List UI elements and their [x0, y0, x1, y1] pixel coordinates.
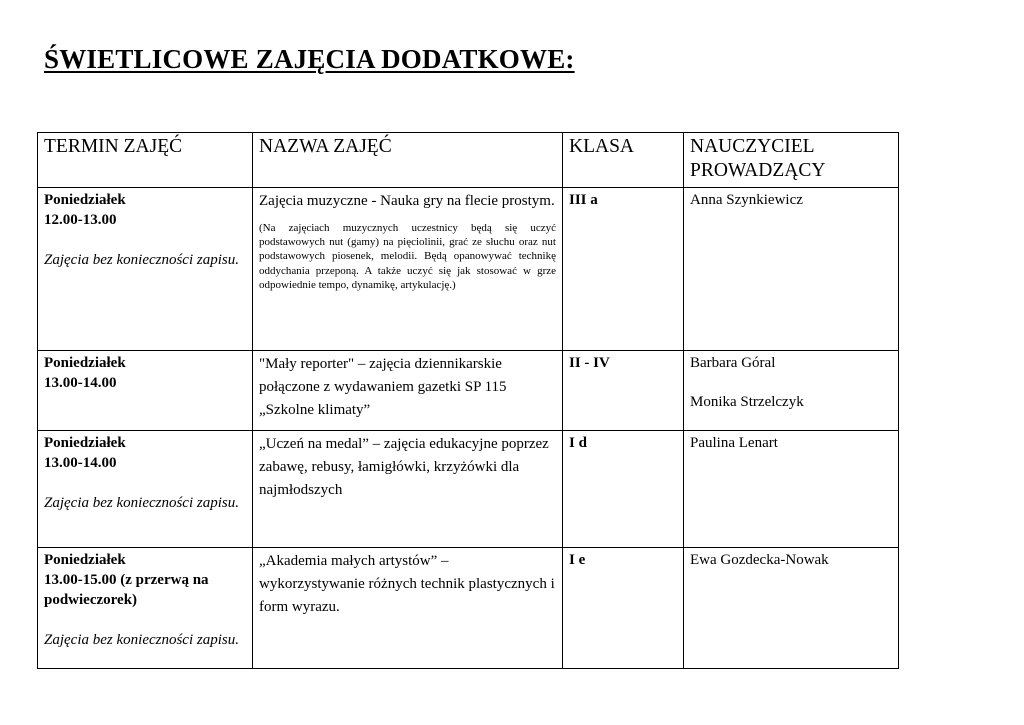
- teacher-name: Anna Szynkiewicz: [690, 192, 803, 208]
- teacher-cell: [684, 351, 899, 431]
- class-value: III a: [569, 192, 598, 208]
- term-cell: [38, 351, 253, 431]
- activity-description: (Na zajęciach muzycznych uczestnicy będą się uczyć podstawowych nut (gamy) na pięciolinii, grać ze słuchu oraz nut podstawowych piosenek, melodii. Będą opanowywać technikę oddychania przeponą. A także uczyć się jak stosować w grze odpowiednie tempo, dynamikę, artykulację.): [259, 222, 556, 291]
- term-time: 13.00-14.00: [44, 455, 117, 471]
- teacher-name: Ewa Gozdecka-Nowak: [690, 552, 829, 568]
- activity-name: „Uczeń na medal” – zajęcia edukacyjne poprzez zabawę, rebusy, łamigłówki, krzyżówki dla najmłodszych: [259, 436, 549, 498]
- class-cell: [563, 431, 684, 548]
- term-cell: [38, 431, 253, 548]
- name-cell: [253, 188, 563, 351]
- table-row: [38, 548, 899, 669]
- page-title: ŚWIETLICOWE ZAJĘCIA DODATKOWE:: [44, 44, 575, 74]
- activity-name: "Mały reporter" – zajęcia dziennikarskie połączone z wydawaniem gazetki SP 115 „Szkolne klimaty”: [259, 356, 507, 418]
- term-note: Zajęcia bez konieczności zapisu.: [44, 632, 239, 648]
- class-cell: [563, 351, 684, 431]
- table-row: [38, 351, 899, 431]
- header-term: TERMIN ZAJĘĆ: [38, 133, 253, 188]
- activity-name: Zajęcia muzyczne - Nauka gry na flecie prostym.: [259, 193, 555, 209]
- header-teacher: NAUCZYCIEL PROWADZĄCY: [684, 133, 899, 188]
- term-day: Poniedziałek: [44, 355, 126, 371]
- teacher-cell: [684, 431, 899, 548]
- term-cell: [38, 188, 253, 351]
- term-time: 13.00-14.00: [44, 375, 117, 391]
- activity-name: „Akademia małych artystów” – wykorzystywanie różnych technik plastycznych i form wyrazu.: [259, 553, 555, 615]
- header-class: KLASA: [563, 133, 684, 188]
- term-day: Poniedziałek: [44, 552, 126, 568]
- term-time: 12.00-13.00: [44, 212, 117, 228]
- term-day: Poniedziałek: [44, 435, 126, 451]
- teacher-name: Monika Strzelczyk: [690, 394, 804, 410]
- table-row: [38, 188, 899, 351]
- class-value: I e: [569, 552, 586, 568]
- table-row: [38, 431, 899, 548]
- header-name: NAZWA ZAJĘĆ: [253, 133, 563, 188]
- name-cell: [253, 351, 563, 431]
- class-cell: [563, 548, 684, 669]
- teacher-name: Barbara Góral: [690, 355, 776, 371]
- schedule-table: [37, 132, 899, 669]
- class-cell: [563, 188, 684, 351]
- term-time: 13.00-15.00 (z przerwą na podwieczorek): [44, 572, 209, 608]
- term-note: Zajęcia bez konieczności zapisu.: [44, 252, 239, 268]
- term-cell: [38, 548, 253, 669]
- table-header-row: [38, 133, 899, 188]
- name-cell: [253, 431, 563, 548]
- term-note: Zajęcia bez konieczności zapisu.: [44, 495, 239, 511]
- term-day: Poniedziałek: [44, 192, 126, 208]
- class-value: I d: [569, 435, 587, 451]
- teacher-name: Paulina Lenart: [690, 435, 778, 451]
- teacher-cell: [684, 188, 899, 351]
- teacher-cell: [684, 548, 899, 669]
- class-value: II - IV: [569, 355, 610, 371]
- name-cell: [253, 548, 563, 669]
